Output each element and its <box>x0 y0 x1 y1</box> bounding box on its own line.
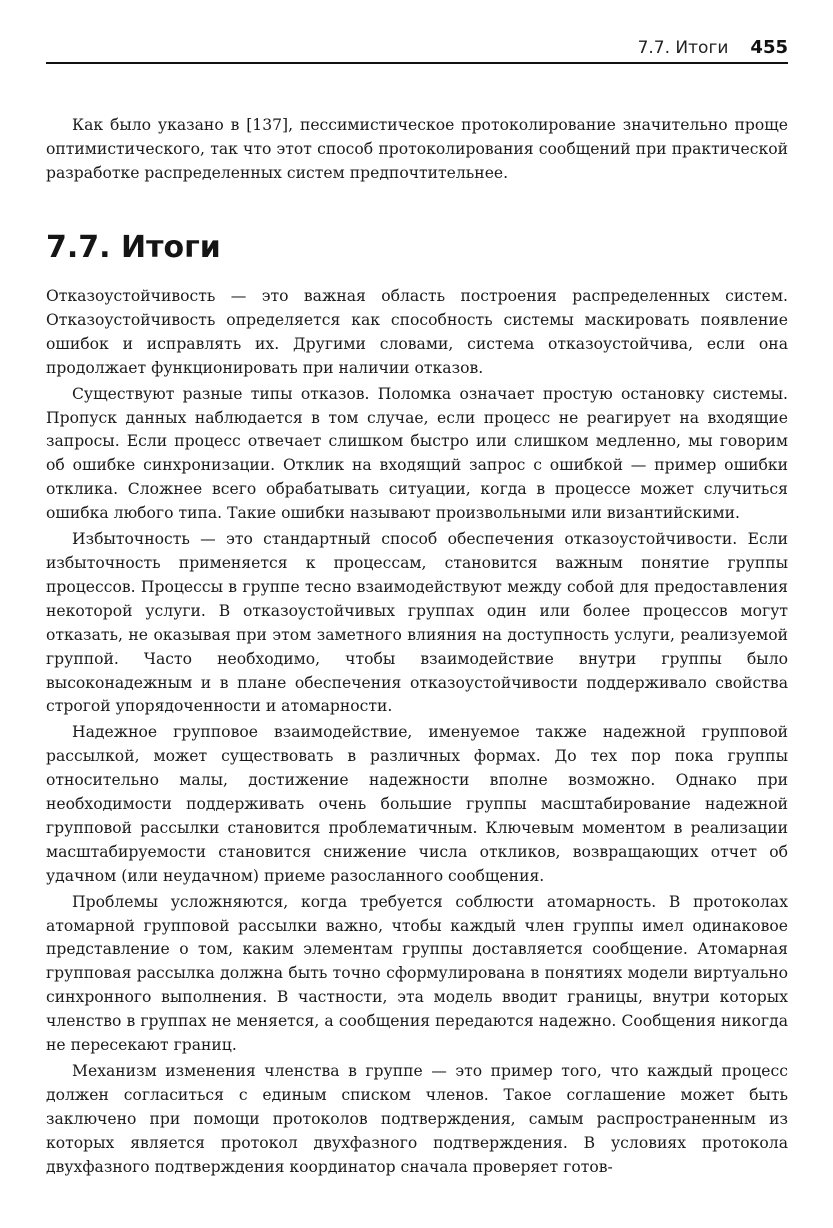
section-body <box>46 285 788 1182</box>
paragraph-fault-tolerance: Отказоустойчивость — это важная область построения распределенных систем. Отказоустойчивость определяется как способность системы маскировать появление ошибок и исправлять их. Другими словами, система отказоустойчива, если она продолжает функционировать при наличии отказов. <box>46 287 788 377</box>
header-section-title: 7.7. Итоги <box>637 38 729 58</box>
book-page <box>46 0 788 1228</box>
paragraph-failure-types: Существуют разные типы отказов. Поломка означает простую остановку системы. Пропуск данных наблюдается в том случае, если процесс не реагирует на входящие запросы. Если процесс отвечает слишком быстро или слишком медленно, мы говорим об ошибке синхронизации. Отклик на входящий запрос с ошибкой — пример ошибки отклика. Сложнее всего обрабатывать ситуации, когда в процессе может случиться ошибка любого типа. Такие ошибки называют произвольными или византийскими. <box>46 384 788 523</box>
running-header <box>46 34 788 64</box>
paragraph-atomicity: Проблемы усложняются, когда требуется соблюсти атомарность. В протоколах атомарной групповой рассылки важно, чтобы каждый член группы имел одинаковое представление о том, каким элементам группы доставляется сообщение. Атомарная групповая рассылка должна быть точно сформулирована в понятиях модели виртуально синхронного выполнения. В частности, эта модель вводит границы, внутри которых членство в группах не меняется, а сообщения передаются надежно. Сообщения никогда не пересекают границ. <box>46 892 788 1055</box>
intro-paragraph: Как было указано в [137], пессимистическое протоколирование значительно проще оптимистического, так что этот способ протоколирования сообщений при практической разработке распределенных систем предпочтительнее. <box>46 116 788 182</box>
paragraph-reliable-multicast: Надежное групповое взаимодействие, именуемое также надежной групповой рассылкой, может существовать в различных формах. До тех пор пока группы относительно малы, достижение надежности вполне возможно. Однако при необходимости поддерживать очень большие группы масштабирование надежной групповой рассылки становится проблематичным. Ключевым моментом в реализации масштабируемости становится снижение числа откликов, возвращающих отчет об удачном (или неудачном) приеме разосланного сообщения. <box>46 723 788 885</box>
paragraph-membership-change: Механизм изменения членства в группе — это пример того, что каждый процесс должен согласиться с единым списком членов. Такое соглашение может быть заключено при помощи протоколов подтверждения, самым распространенным из которых является протокол двухфазного подтверждения. В условиях протокола двухфазного подтверждения координатор сначала проверяет готов- <box>46 1062 788 1176</box>
section-heading: 7.7. Итоги <box>46 230 221 265</box>
paragraph-redundancy: Избыточность — это стандартный способ обеспечения отказоустойчивости. Если избыточность применяется к процессам, становится важным понятие группы процессов. Процессы в группе тесно взаимодействуют между собой для предоставления некоторой услуги. В отказоустойчивых группах один или более процессов могут отказать, не оказывая при этом заметного влияния на доступность услуги, реализуемой группой. Часто необходимо, чтобы взаимодействие внутри группы было высоконадежным и в плане обеспечения отказоустойчивости поддерживало свойства строгой упорядоченности и атомарности. <box>46 530 788 716</box>
page-number: 455 <box>750 37 788 58</box>
